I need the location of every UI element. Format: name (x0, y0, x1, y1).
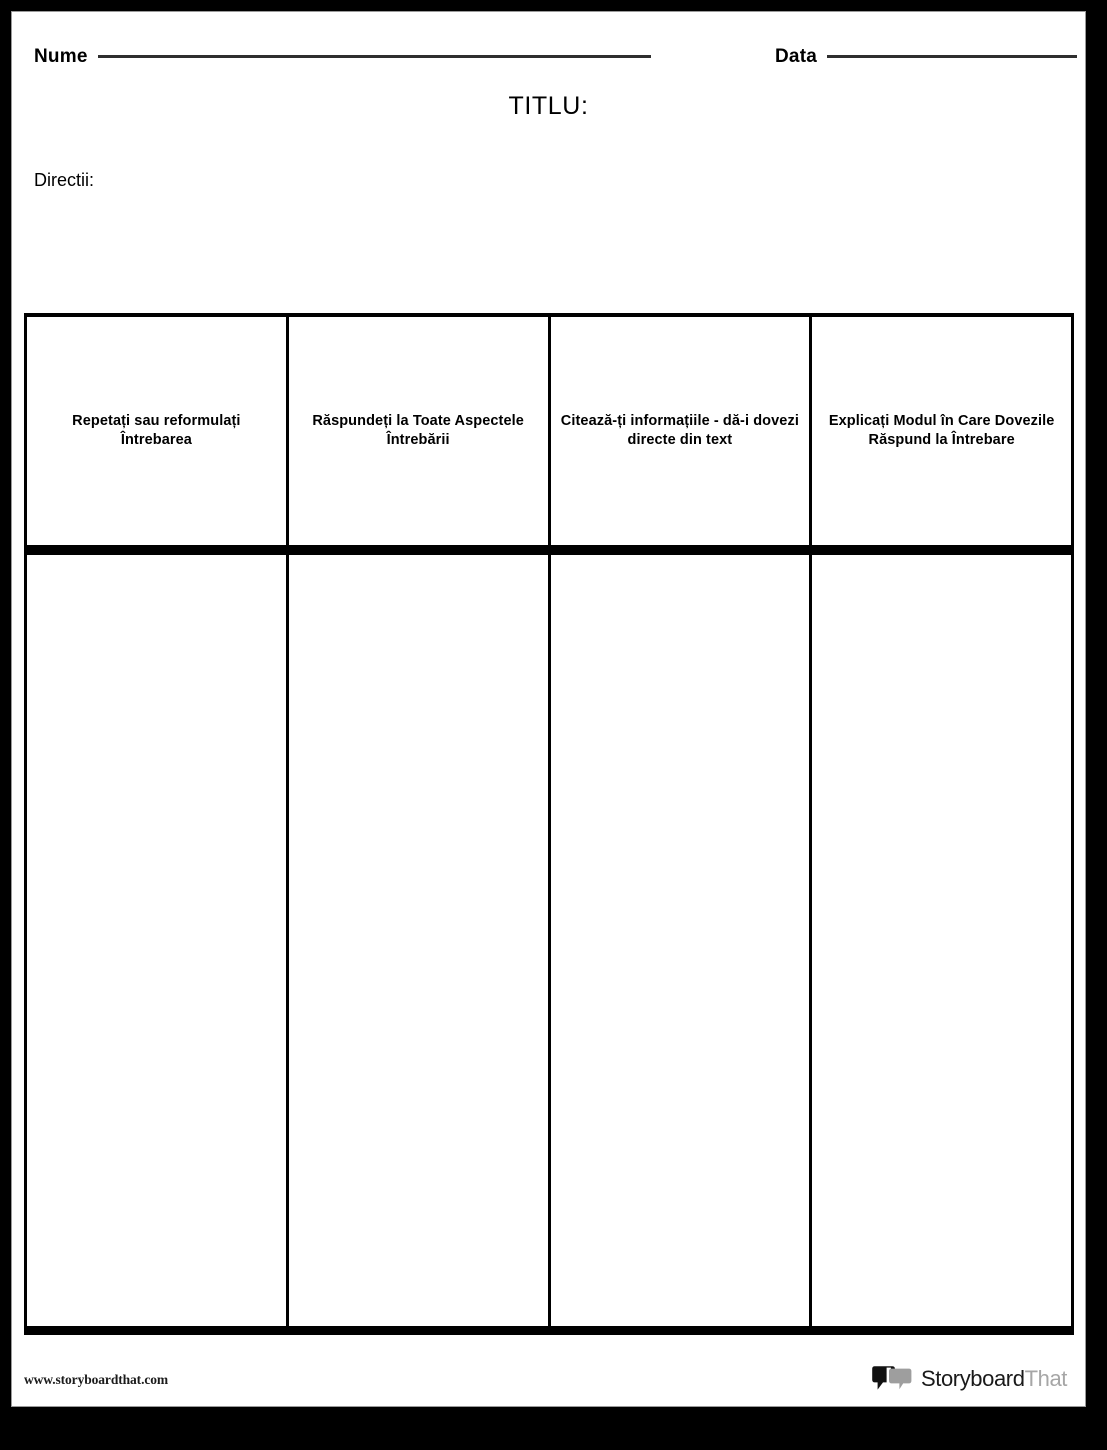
column-header-label-4: Explicați Modul în Care Dovezile Răspund la Întrebare (828, 412, 1055, 448)
answer-text-3[interactable] (561, 561, 800, 571)
answer-cell-1[interactable] (26, 550, 288, 1330)
directions-label: Directii: (34, 170, 95, 190)
column-header-cell-3 (549, 315, 811, 550)
worksheet-table-wrap (24, 313, 1074, 1335)
worksheet-header (12, 12, 1085, 72)
column-header-label-3: Citează-ți informațiile - dă-i dovezi directe din text (560, 412, 799, 448)
answer-cell-3[interactable] (549, 550, 811, 1330)
column-header-label-1: Repetați sau reformulați Întrebarea (72, 412, 241, 448)
column-header-cell-4 (811, 315, 1073, 550)
worksheet-footer (12, 1346, 1085, 1406)
answer-text-1[interactable] (37, 561, 276, 571)
directions-block (34, 170, 1034, 257)
footer-website-url[interactable]: www.storyboardthat.com (24, 1372, 169, 1387)
brand-name-secondary: That (1024, 1365, 1067, 1391)
answer-cell-2[interactable] (287, 550, 549, 1330)
page-title[interactable]: TITLU: (508, 92, 589, 120)
date-field-group (775, 46, 1077, 68)
column-header-cell-2 (287, 315, 549, 550)
storyboardthat-logo[interactable] (872, 1365, 1067, 1392)
date-label: Data (775, 46, 817, 67)
table-header-row (26, 315, 1073, 550)
answer-cell-4[interactable] (811, 550, 1073, 1330)
name-input-line[interactable] (98, 55, 651, 58)
column-header-cell-1 (26, 315, 288, 550)
brand-wordmark (920, 1365, 1067, 1391)
speech-bubbles-icon (872, 1365, 912, 1392)
name-field-group (34, 46, 651, 68)
name-label: Nume (34, 46, 88, 67)
title-block (12, 92, 1085, 121)
worksheet-table (24, 313, 1074, 1335)
brand-name-primary: Storyboard (920, 1365, 1025, 1391)
directions-text[interactable] (34, 197, 1034, 257)
table-answer-row (26, 550, 1073, 1330)
date-input-line[interactable] (827, 55, 1077, 58)
column-header-label-2: Răspundeți la Toate Aspectele Întrebării (312, 412, 524, 448)
worksheet-page (11, 11, 1086, 1407)
answer-text-2[interactable] (299, 561, 538, 571)
answer-text-4[interactable] (822, 561, 1061, 571)
